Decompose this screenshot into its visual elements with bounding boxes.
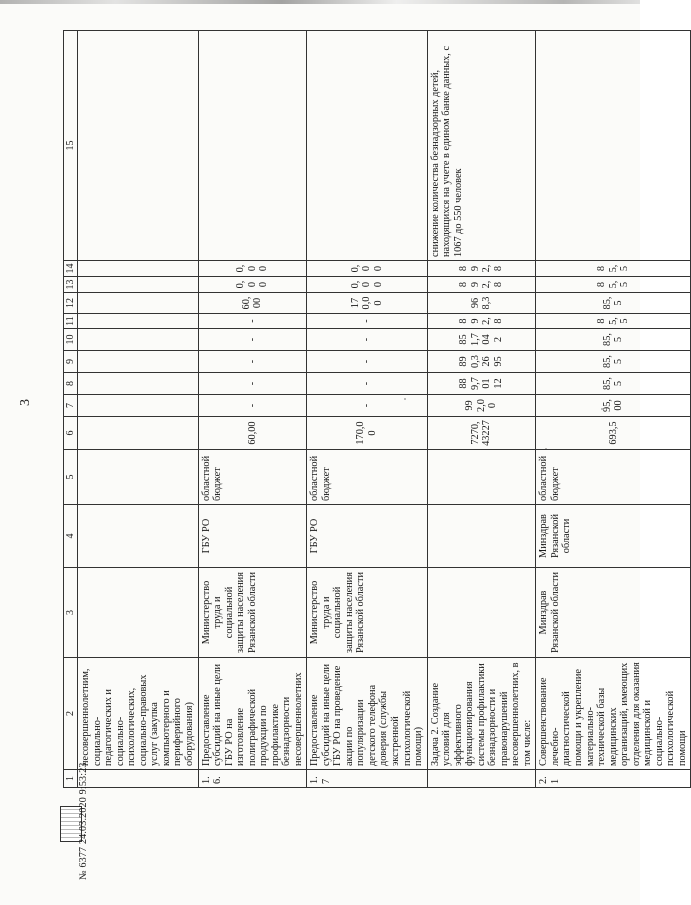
cell-value: 85,5 (536, 314, 691, 329)
cell-value: 60,00 (198, 293, 307, 314)
cell-funding-source: областной бюджет (198, 450, 307, 505)
cell-value: 85,5 (536, 293, 691, 314)
cell-value: 60,00 (198, 417, 307, 450)
cell-responsible (427, 568, 536, 658)
cell-funding-source (78, 450, 198, 505)
cell-value: 85,5 (536, 329, 691, 351)
cell-value: 889,70112 (427, 373, 536, 395)
cell-value: - (307, 351, 427, 373)
header-cell: 14 (64, 261, 78, 277)
header-row (64, 31, 78, 788)
cell-number: 1.6. (198, 770, 307, 788)
cell-value: - (307, 329, 427, 351)
cell-value (78, 351, 198, 373)
cell-activity: несовершеннолетним, социально-педагогических и социально-психологических, социально-правовых услуг (закупка компьютерного и периферийного оборудования) (78, 658, 198, 770)
header-cell: 3 (64, 568, 78, 658)
header-cell: 9 (64, 351, 78, 373)
cell-value (78, 373, 198, 395)
cell-value (78, 329, 198, 351)
cell-funding-source: областной бюджет (307, 450, 427, 505)
table-row-continuation (78, 31, 198, 788)
cell-value: 0,00 (198, 277, 307, 293)
cell-result (307, 31, 427, 261)
cell-value: 890,32695 (427, 351, 536, 373)
cell-value: - (198, 373, 307, 395)
cell-value: 992,00 (427, 395, 536, 417)
cell-funding-source (427, 450, 536, 505)
document-registration-footer: № 6377 24.03.2020 9:53:23 (78, 762, 89, 880)
cell-executor (78, 505, 198, 568)
rotated-table-container (63, 31, 688, 788)
cell-value: - (198, 329, 307, 351)
cell-value: - (307, 373, 427, 395)
cell-responsible: Министерство труда и социальной защиты населения Рязанской области (198, 568, 307, 658)
cell-result (198, 31, 307, 261)
header-cell: 13 (64, 277, 78, 293)
header-cell: 1 (64, 770, 78, 788)
cell-number: 1.7 (307, 770, 427, 788)
cell-value: 968,3 (427, 293, 536, 314)
cell-value: - (198, 395, 307, 417)
cell-value: - (307, 314, 427, 329)
table-row-1-7 (307, 31, 427, 788)
cell-value: 892,8 (427, 261, 536, 277)
cell-value: - (307, 395, 427, 417)
header-cell: 12 (64, 293, 78, 314)
cell-value: 85,5 (536, 373, 691, 395)
header-cell: 15 (64, 31, 78, 261)
table-row-1-6 (198, 31, 307, 788)
cell-value (78, 293, 198, 314)
header-cell: 4 (64, 505, 78, 568)
cell-executor (427, 505, 536, 568)
cell-value (78, 417, 198, 450)
cell-value: 170,00 (307, 293, 427, 314)
cell-activity: Совершенствование лечебно-диагностической помощи и укрепление материально-технической базы медицинских организаций, имеющих отделения для оказания медицинской и социально-психологической помощи (536, 658, 691, 770)
cell-value: 0,00 (307, 261, 427, 277)
cell-responsible: Минздрав Рязанской области (536, 568, 691, 658)
cell-value: 693,5 (536, 417, 691, 450)
header-cell: 8 (64, 373, 78, 395)
header-cell: 7 (64, 395, 78, 417)
cell-value: 85,5 (536, 261, 691, 277)
table-row-task-2 (427, 31, 536, 788)
cell-value: 0,00 (307, 277, 427, 293)
cell-value: - (198, 351, 307, 373)
cell-responsible: Министерство труда и социальной защиты населения Рязанской области (307, 568, 427, 658)
page-number: 3 (18, 399, 33, 406)
cell-result (536, 31, 691, 261)
cell-value (78, 277, 198, 293)
header-cell: 2 (64, 658, 78, 770)
cell-activity: Предоставление субсидий на иные цели ГБУ РО на изготовление полиграфической продукции по профилактике безнадзорности несовершеннолетних (198, 658, 307, 770)
cell-value: 170,00 (307, 417, 427, 450)
cell-value: 95,00 (536, 395, 691, 417)
table-row-2-1 (536, 31, 691, 788)
cell-result (78, 31, 198, 261)
cell-result: снижение количества безнадзорных детей, находящихся на учете в едином банке данных, с 1067 до 550 человек (427, 31, 536, 261)
cell-value: 892,8 (427, 277, 536, 293)
cell-value: 85,5 (536, 277, 691, 293)
program-activities-table (63, 30, 691, 788)
cell-value: 85,5 (536, 351, 691, 373)
cell-executor: Минздрав Рязанской области (536, 505, 691, 568)
header-cell: 10 (64, 329, 78, 351)
scan-edge-artifact (0, 0, 640, 4)
cell-executor: ГБУ РО (198, 505, 307, 568)
cell-value: - (198, 314, 307, 329)
cell-value (78, 395, 198, 417)
cell-value: 0,00 (198, 261, 307, 277)
cell-activity: Предоставление субсидий на иные цели ГБУ РО на проведение акции по популяризации детского телефона доверия (службы экстренной психологической помощи) (307, 658, 427, 770)
cell-number (78, 770, 198, 788)
cell-value: 851,7042 (427, 329, 536, 351)
cell-value (78, 261, 198, 277)
cell-funding-source: областной бюджет (536, 450, 691, 505)
cell-responsible (78, 568, 198, 658)
cell-value: 892,8 (427, 314, 536, 329)
header-cell: 6 (64, 417, 78, 450)
cell-value: 7270,43227 (427, 417, 536, 450)
header-cell: 11 (64, 314, 78, 329)
cell-number: 2.1 (536, 770, 691, 788)
cell-activity: Задача 2. Создание условий для эффективного функционирования системы профилактики безнадзорности и правонарушений несовершеннолетних, в том числе: (427, 658, 536, 770)
cell-executor: ГБУ РО (307, 505, 427, 568)
cell-number (427, 770, 536, 788)
cell-value (78, 314, 198, 329)
header-cell: 5 (64, 450, 78, 505)
